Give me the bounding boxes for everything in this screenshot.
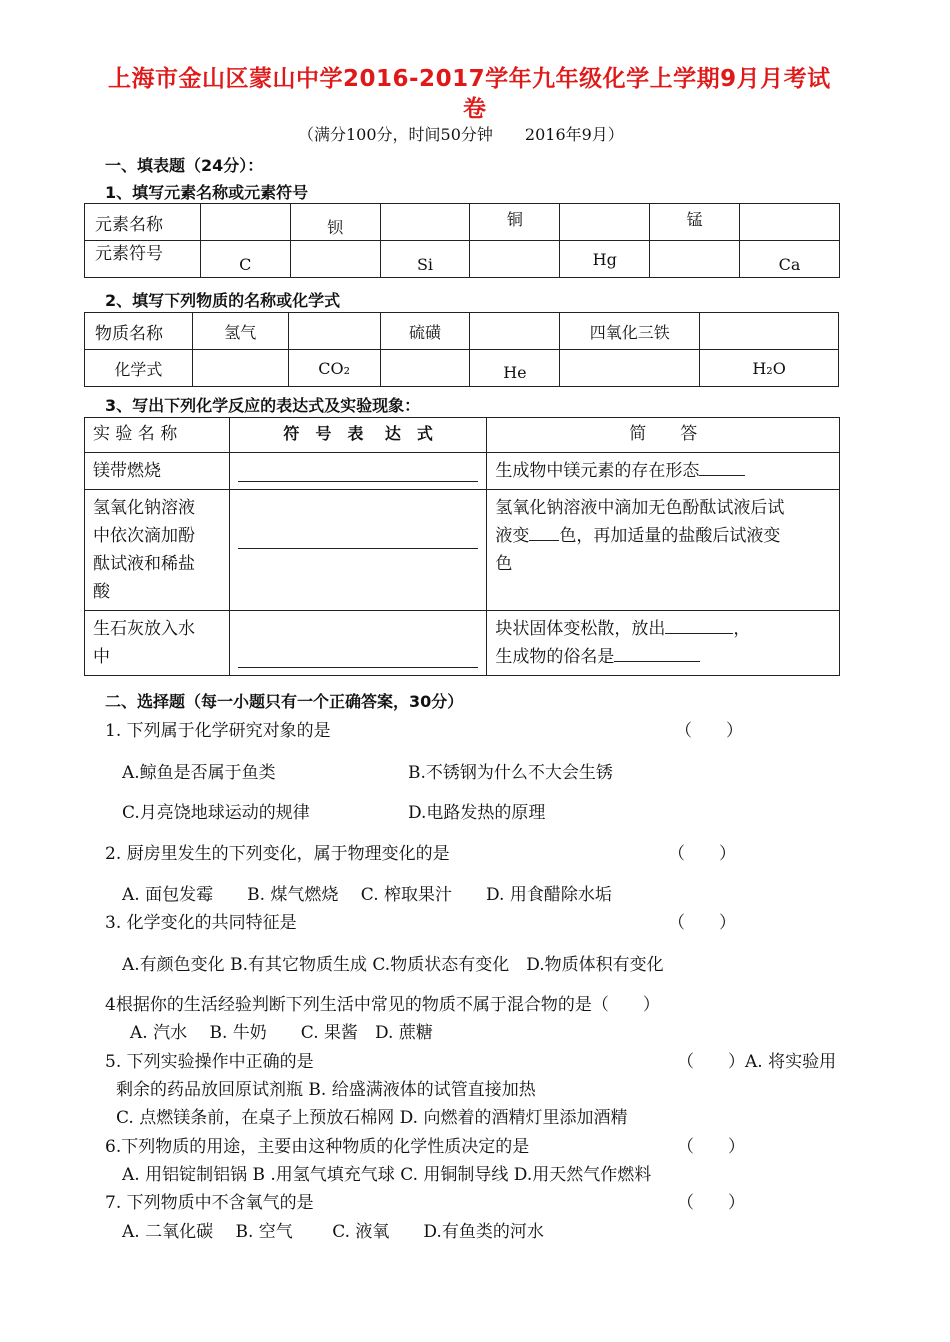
answer-blank[interactable]: （ ） <box>668 913 736 933</box>
header-cell: 简 答 <box>487 418 840 453</box>
question-5: 5. 下列实验操作中正确的是 <box>105 1052 314 1072</box>
question-3: 3. 化学变化的共同特征是 <box>105 913 297 933</box>
reaction-name: 生石灰放入水 中 <box>85 611 230 676</box>
question-7: 7. 下列物质中不含氧气的是 <box>105 1193 314 1213</box>
question-2: 2. 厨房里发生的下列变化，属于物理变化的是 <box>105 844 450 864</box>
reaction-name: 镁带燃烧 <box>85 453 230 490</box>
answer-cell[interactable] <box>380 204 470 241</box>
answer-cell[interactable] <box>192 350 288 387</box>
table-cell: 锰 <box>650 204 740 241</box>
answer-cell[interactable] <box>380 350 470 387</box>
table-cell: H₂O <box>700 350 839 387</box>
answer-cell[interactable] <box>740 204 840 241</box>
answer-blank[interactable]: （ ） <box>677 1137 745 1157</box>
page-title-continued: 卷 <box>463 96 487 122</box>
header-cell: 实 验 名 称 <box>85 418 230 453</box>
expression-cell[interactable] <box>229 453 487 490</box>
q2-heading: 2、填写下列物质的名称或化学式 <box>105 291 341 310</box>
question-6: 6.下列物质的用途，主要由这种物质的化学性质决定的是 <box>105 1137 530 1157</box>
table-cell: 钡 <box>290 204 380 241</box>
table-cell: Ca <box>740 241 840 278</box>
answer-blank[interactable]: （ ） <box>668 844 736 864</box>
expression-cell[interactable] <box>229 611 487 676</box>
row-label: 元素名称 <box>85 204 201 241</box>
table-cell: C <box>200 241 290 278</box>
answer-cell[interactable] <box>560 204 650 241</box>
row-label: 化学式 <box>85 350 193 387</box>
answer-cell[interactable] <box>288 313 380 350</box>
answer-cell[interactable] <box>650 241 740 278</box>
reaction-name: 氢氧化钠溶液 中依次滴加酚 酞试液和稀盐 酸 <box>85 490 230 611</box>
question-4: 4根据你的生活经验判断下列生活中常见的物质不属于混合物的是（ ） <box>105 995 660 1015</box>
answer-cell[interactable] <box>470 241 560 278</box>
answer-cell[interactable] <box>700 313 839 350</box>
table-cell: CO₂ <box>288 350 380 387</box>
option-a[interactable]: A.鲸鱼是否属于鱼类 <box>122 763 276 783</box>
table-cell: He <box>470 350 560 387</box>
options[interactable]: A. 汽水 B. 牛奶 C. 果酱 D. 蔗糖 <box>130 1023 433 1043</box>
answer-blank[interactable]: （ ） <box>675 721 743 741</box>
options[interactable]: A. 用铝锭制铝锅 B .用氢气填充气球 C. 用铜制导线 D.用天然气作燃料 <box>122 1165 652 1185</box>
table-cell: 氢气 <box>192 313 288 350</box>
answer-cell[interactable]: 块状固体变松散，放出 ， 生成物的俗名是 <box>487 611 840 676</box>
table-cell: Hg <box>560 241 650 278</box>
answer-cell[interactable] <box>560 350 700 387</box>
q1-heading: 1、填写元素名称或元素符号 <box>105 183 309 202</box>
answer-cell[interactable] <box>200 204 290 241</box>
exam-info: （满分100分，时间50分钟 2016年9月） <box>298 125 624 144</box>
section1-heading: 一、填表题（24分）： <box>105 156 264 175</box>
table-cell: 铜 <box>470 204 560 241</box>
options[interactable]: A. 二氧化碳 B. 空气 C. 液氧 D.有鱼类的河水 <box>122 1222 544 1242</box>
table-cell: 硫磺 <box>380 313 470 350</box>
answer-blank[interactable]: （ ）A. 将实验用 <box>677 1052 837 1072</box>
table-cell: Si <box>380 241 470 278</box>
section2-heading: 二、选择题（每一小题只有一个正确答案，30分） <box>105 692 464 711</box>
options[interactable]: 剩余的药品放回原试剂瓶 B. 给盛满液体的试管直接加热 <box>116 1080 536 1100</box>
question-1: 1. 下列属于化学研究对象的是 <box>105 721 331 741</box>
reaction-table <box>84 417 840 676</box>
page-title: 上海市金山区蒙山中学2016-2017学年九年级化学上学期9月月考试 <box>108 66 831 92</box>
option-c[interactable]: C.月亮饶地球运动的规律 <box>122 803 310 823</box>
answer-cell[interactable]: 生成物中镁元素的存在形态 <box>487 453 840 490</box>
row-label: 物质名称 <box>85 313 193 350</box>
options[interactable]: A.有颜色变化 B.有其它物质生成 C.物质状态有变化 D.物质体积有变化 <box>122 955 664 975</box>
option-b[interactable]: B.不锈钢为什么不大会生锈 <box>408 763 613 783</box>
answer-cell[interactable]: 氢氧化钠溶液中滴加无色酚酞试液后试 液变 色，再加适量的盐酸后试液变 色 <box>487 490 840 611</box>
substance-table <box>84 312 839 387</box>
element-table <box>84 203 840 278</box>
options[interactable]: A. 面包发霉 B. 煤气燃烧 C. 榨取果汁 D. 用食醋除水垢 <box>122 885 612 905</box>
options[interactable]: C. 点燃镁条前，在桌子上预放石棉网 D. 向燃着的酒精灯里添加酒精 <box>116 1108 628 1128</box>
table-cell: 四氧化三铁 <box>560 313 700 350</box>
option-d[interactable]: D.电路发热的原理 <box>408 803 546 823</box>
expression-cell[interactable] <box>229 490 487 611</box>
row-label: 元素符号 <box>85 241 201 278</box>
answer-blank[interactable]: （ ） <box>677 1193 745 1213</box>
answer-cell[interactable] <box>290 241 380 278</box>
answer-cell[interactable] <box>470 313 560 350</box>
header-cell: 符 号 表 达 式 <box>229 418 487 453</box>
q3-heading: 3、写出下列化学反应的表达式及实验现象： <box>105 396 421 415</box>
